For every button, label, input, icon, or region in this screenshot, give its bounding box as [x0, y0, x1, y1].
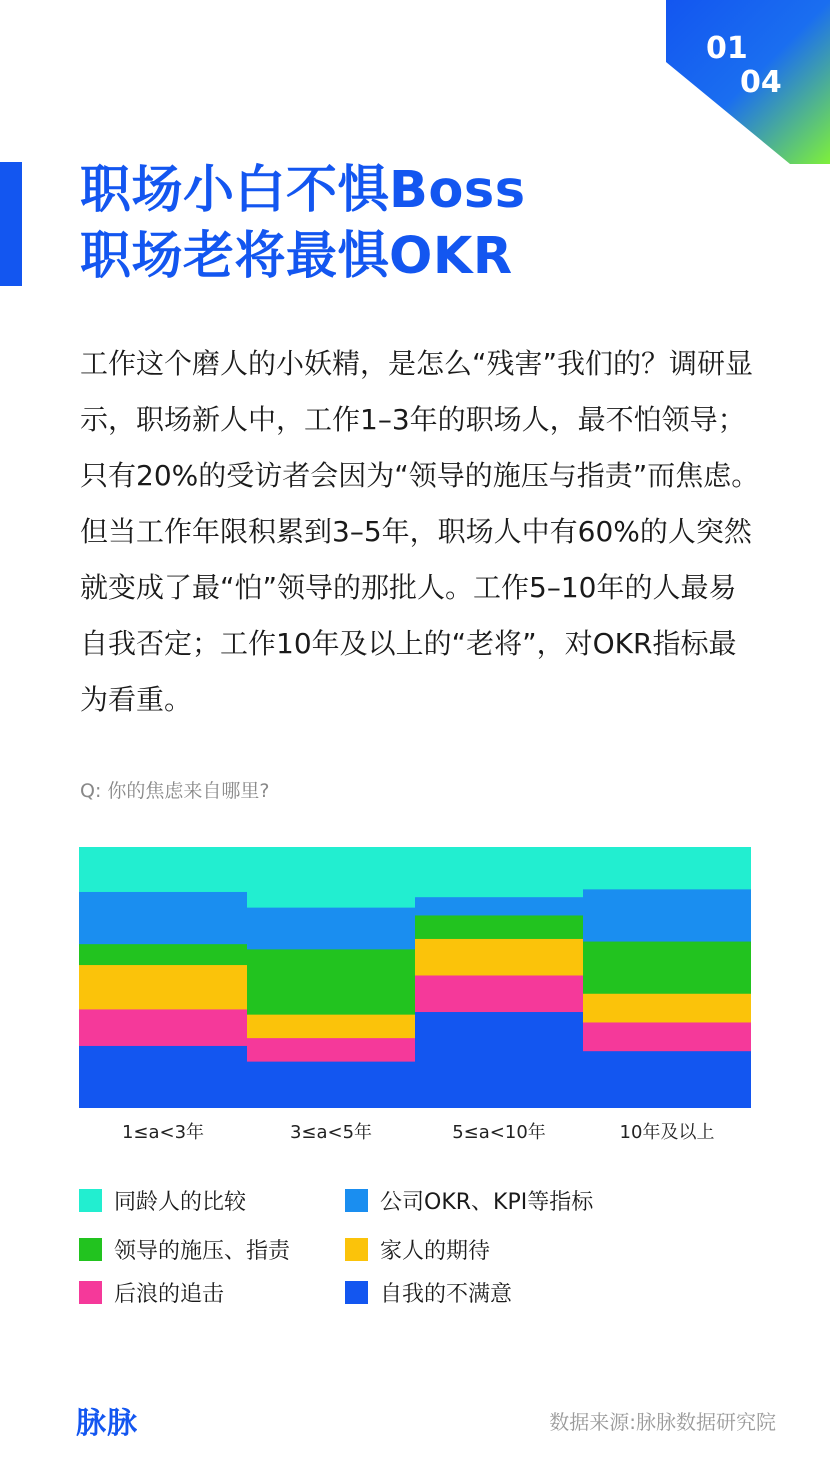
bar-segment-2-4	[415, 897, 584, 916]
legend-swatch	[79, 1281, 102, 1304]
bar-segment-3-1	[583, 1022, 751, 1051]
page-number-current: 01	[706, 31, 748, 66]
bar-segment-2-5	[415, 847, 584, 897]
page-number-total: 04	[740, 65, 782, 100]
bar-segment-1-2	[247, 1014, 416, 1038]
bar-segment-1-0	[247, 1061, 416, 1108]
legend-item	[345, 1180, 593, 1220]
legend-label: 公司OKR、KPI等指标	[380, 1189, 594, 1215]
bar-segment-2-2	[415, 938, 584, 975]
chart-question: Q: 你的焦虑来自哪里?	[80, 780, 270, 802]
bar-segment-3-5	[583, 847, 751, 889]
bar-segment-2-0	[415, 1011, 584, 1108]
bar-segment-0-5	[79, 847, 248, 892]
legend-swatch	[345, 1189, 368, 1212]
legend-label: 同龄人的比较	[114, 1189, 247, 1215]
legend-item	[79, 1180, 246, 1220]
legend-label: 自我的不满意	[380, 1281, 513, 1307]
x-tick-label: 5≤a<10年	[452, 1122, 546, 1143]
bar-segment-0-0	[79, 1045, 248, 1108]
x-tick-label: 10年及以上	[619, 1122, 715, 1143]
legend-swatch	[79, 1238, 102, 1261]
legend-label: 家人的期待	[380, 1238, 491, 1264]
legend-swatch	[345, 1238, 368, 1261]
bar-segment-0-4	[79, 891, 248, 944]
x-tick-label: 3≤a<5年	[289, 1122, 373, 1143]
bar-segment-3-2	[583, 993, 751, 1022]
bar-segment-0-1	[79, 1009, 248, 1046]
bar-segment-0-2	[79, 964, 248, 1009]
legend-item	[79, 1229, 290, 1269]
stacked-bar-chart	[79, 847, 751, 1108]
page-title	[80, 158, 526, 290]
bar-segment-2-3	[415, 915, 584, 939]
bar-segment-1-3	[247, 949, 416, 1015]
bar-segment-0-3	[79, 944, 248, 965]
data-source: 数据来源:脉脉数据研究院	[549, 1410, 776, 1434]
legend-label: 后浪的追击	[114, 1281, 225, 1307]
legend-item	[345, 1272, 512, 1312]
title-line-2: 职场老将最惧OKR	[80, 227, 513, 286]
corner-decoration	[0, 0, 830, 180]
bar-segment-1-4	[247, 907, 416, 949]
title-accent-bar	[0, 162, 22, 286]
bar-segment-3-3	[583, 941, 751, 994]
bar-segment-1-1	[247, 1038, 416, 1062]
legend-label: 领导的施压、指责	[114, 1238, 291, 1264]
bar-segment-3-4	[583, 889, 751, 942]
bar-segment-2-1	[415, 975, 584, 1012]
title-line-1: 职场小白不惧Boss	[80, 161, 526, 220]
x-tick-label: 1≤a<3年	[121, 1122, 205, 1143]
legend-item	[345, 1229, 490, 1269]
bar-segment-3-0	[583, 1051, 751, 1108]
legend-swatch	[345, 1281, 368, 1304]
body-paragraph: 工作这个磨人的小妖精，是怎么“残害”我们的？调研显示，职场新人中，工作1–3年的职场人，最不怕领导；只有20%的受访者会因为“领导的施压与指责”而焦虑。但当工作年限积累到3–5年，职场人中有60%的人突然就变成了最“怕”领导的那批人。工作5–10年的人最易自我否定；工作10年及以上的“老将”，对OKR指标最为看重。	[80, 347, 760, 716]
legend-item	[79, 1272, 224, 1312]
legend-swatch	[79, 1189, 102, 1212]
x-axis-labels	[79, 1118, 751, 1146]
bar-segment-1-5	[247, 847, 416, 908]
brand-logo: 脉脉	[76, 1406, 138, 1441]
